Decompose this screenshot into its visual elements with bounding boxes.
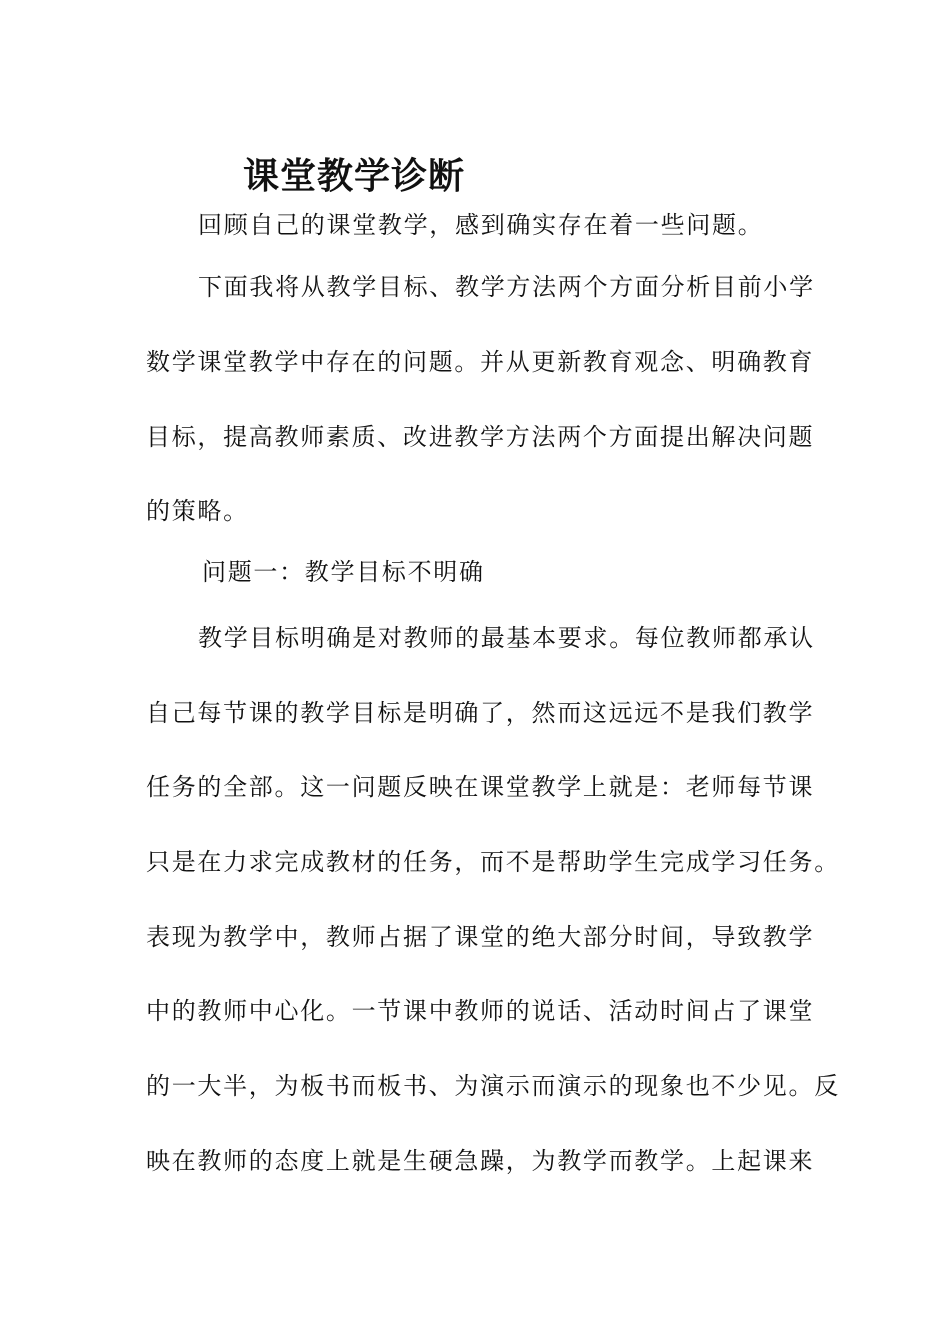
page-title: 课堂教学诊断 xyxy=(243,155,466,197)
paragraph-line: 的一大半，为板书而板书、为演示而演示的现象也不少见。反 xyxy=(146,1072,840,1100)
section-heading: 问题一：教学目标不明确 xyxy=(202,558,485,586)
paragraph-line: 数学课堂教学中存在的问题。并从更新教育观念、明确教育 xyxy=(146,348,815,376)
paragraph-line: 任务的全部。这一问题反映在课堂教学上就是：老师每节课 xyxy=(146,773,815,801)
paragraph-line: 中的教师中心化。一节课中教师的说话、活动时间占了课堂 xyxy=(146,997,815,1025)
paragraph-line: 目标，提高教师素质、改进教学方法两个方面提出解决问题 xyxy=(146,423,815,451)
paragraph-line: 的策略。 xyxy=(146,497,249,525)
paragraph-line: 回顾自己的课堂教学，感到确实存在着一些问题。 xyxy=(198,211,764,239)
paragraph-line: 映在教师的态度上就是生硬急躁，为教学而教学。上起课来 xyxy=(146,1147,815,1175)
paragraph-line: 表现为教学中，教师占据了课堂的绝大部分时间，导致教学 xyxy=(146,923,815,951)
paragraph-line: 教学目标明确是对教师的最基本要求。每位教师都承认 xyxy=(198,624,815,652)
paragraph-line: 自己每节课的教学目标是明确了，然而这远远不是我们教学 xyxy=(146,699,815,727)
paragraph-line: 只是在力求完成教材的任务，而不是帮助学生完成学习任务。 xyxy=(146,848,840,876)
paragraph-line: 下面我将从教学目标、教学方法两个方面分析目前小学 xyxy=(198,273,815,301)
